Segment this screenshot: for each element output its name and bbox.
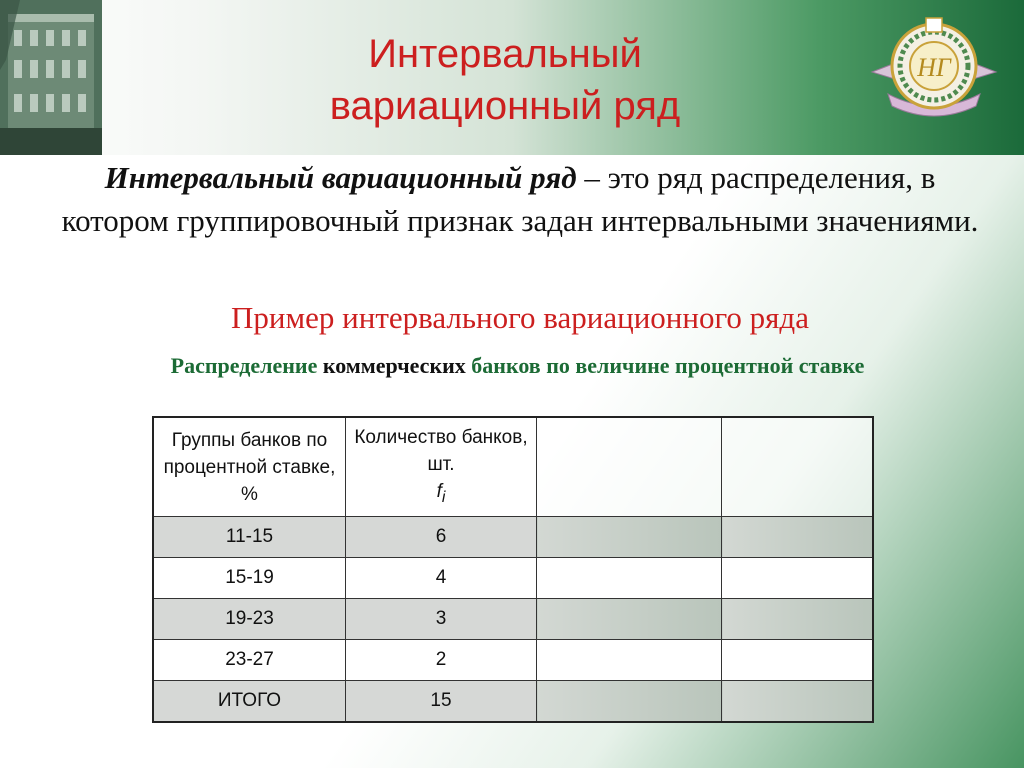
cell-count: 6 — [346, 517, 537, 558]
table-caption — [20, 353, 1015, 379]
cell-empty — [537, 517, 722, 558]
cell-count: 4 — [346, 558, 537, 599]
cell-group: 11-15 — [153, 517, 346, 558]
cell-empty — [722, 558, 874, 599]
caption-part2: коммерческих — [322, 353, 466, 378]
crest-icon — [868, 14, 1000, 126]
definition-paragraph — [60, 156, 980, 242]
cell-empty — [722, 640, 874, 681]
cell-empty — [537, 640, 722, 681]
definition-term: Интервальный вариационный ряд — [104, 160, 577, 195]
table-row — [153, 599, 873, 640]
slide-title — [230, 28, 780, 132]
caption-part1: Распределение — [170, 353, 318, 378]
cell-empty — [537, 599, 722, 640]
cell-count: 2 — [346, 640, 537, 681]
slide-title-line2: вариационный ряд — [329, 84, 681, 128]
cell-empty — [722, 517, 874, 558]
cell-total-label: ИТОГО — [153, 681, 346, 723]
cell-group: 23-27 — [153, 640, 346, 681]
slide-title-line1: Интервальный — [368, 32, 642, 76]
cell-empty — [722, 681, 874, 723]
cell-empty — [722, 599, 874, 640]
cell-count: 3 — [346, 599, 537, 640]
cell-empty — [537, 681, 722, 723]
table-row-total — [153, 681, 873, 723]
header-bank-count — [346, 417, 537, 517]
table-row — [153, 640, 873, 681]
university-crest-emblem — [868, 14, 1000, 126]
cell-total-count: 15 — [346, 681, 537, 723]
cell-group: 19-23 — [153, 599, 346, 640]
definition-text: – это ряд распределения, в котором группировочный признак задан интервальными значениями. — [61, 160, 979, 238]
university-building-photo — [0, 0, 102, 155]
svg-text:НГ: НГ — [917, 53, 951, 82]
header-empty-4 — [722, 417, 874, 517]
header-bank-count-label: Количество банков, шт. — [354, 426, 528, 475]
header-bank-groups: Группы банков по процентной ставке, % — [153, 417, 346, 517]
header-fi-symbol: $f_i$ — [436, 480, 446, 506]
distribution-table — [152, 416, 874, 723]
table-row — [153, 558, 873, 599]
building-illustration — [0, 0, 102, 155]
cell-empty — [537, 558, 722, 599]
header-empty-3 — [537, 417, 722, 517]
table-header-row — [153, 417, 873, 517]
example-heading: Пример интервального вариационного ряда — [231, 300, 809, 335]
cell-group: 15-19 — [153, 558, 346, 599]
table-row — [153, 517, 873, 558]
caption-part3: банков по величине процентной ставке — [471, 353, 865, 378]
